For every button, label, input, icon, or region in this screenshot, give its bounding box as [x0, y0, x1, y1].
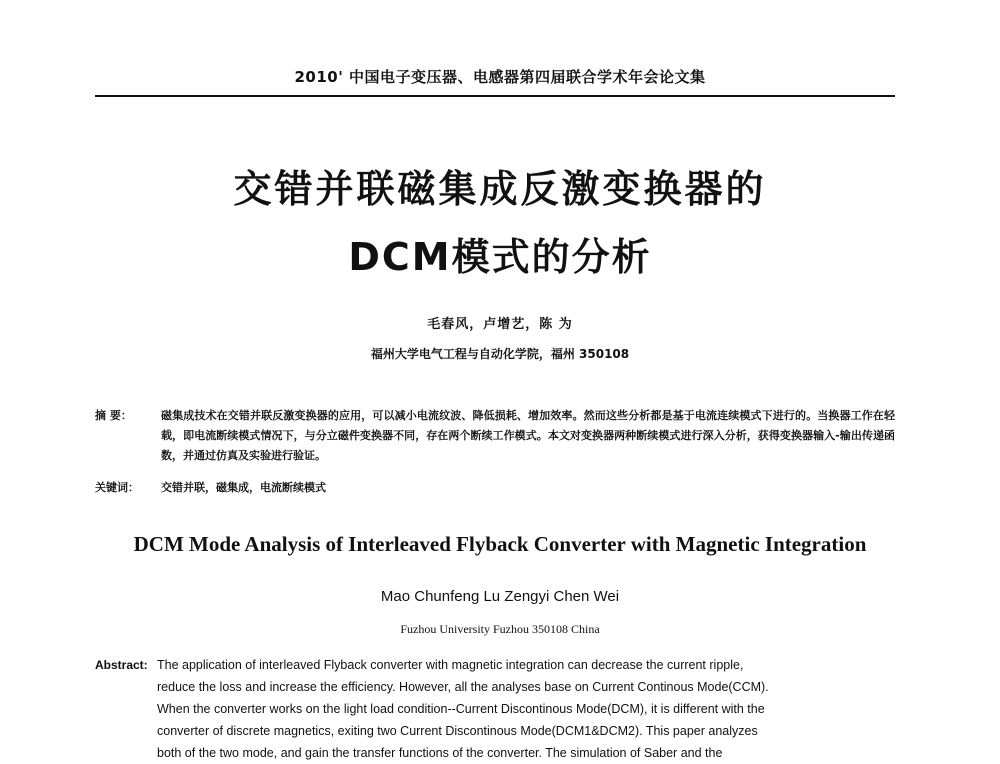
en-abstract — [95, 654, 895, 764]
running-header: 2010' 中国电子变压器、电感器第四届联合学术年会论文集 — [294, 68, 706, 86]
en-abstract-line: reduce the loss and increase the efficiency. However, all the analyses base on Current Continous Mode(CCM). — [157, 680, 769, 694]
en-authors: Mao Chunfeng Lu Zengyi Chen Wei — [380, 588, 620, 605]
cn-keywords — [95, 478, 895, 498]
cn-affiliation: 福州大学电气工程与自动化学院，福州 350108 — [370, 347, 630, 361]
en-abstract-line: converter of discrete magnetics, exiting two Current Discontinous Mode(DCM1&DCM2). This paper analyzes — [157, 724, 758, 738]
cn-title-line-2: DCM模式的分析 — [348, 235, 652, 279]
cn-abstract — [95, 406, 895, 466]
en-abstract-line: The application of interleaved Flyback converter with magnetic integration can decrease the current ripple, — [157, 658, 744, 672]
header-rule — [95, 95, 895, 97]
cn-authors: 毛春风，卢增艺，陈 为 — [427, 317, 573, 332]
en-affiliation: Fuzhou University Fuzhou 350108 China — [400, 622, 600, 636]
cn-title-line-1: 交错并联磁集成反激变换器的 — [233, 167, 767, 211]
en-abstract-text — [157, 654, 895, 764]
en-abstract-line: When the converter works on the light load condition--Current Discontinous Mode(DCM), it is different with the — [157, 702, 765, 716]
en-abstract-line: both of the two mode, and gain the transfer functions of the converter. The simulation of Saber and the — [157, 746, 723, 760]
cn-abstract-text: 磁集成技术在交错并联反激变换器的应用，可以减小电流纹波、降低损耗、增加效率。然而这些分析都是基于电流连续模式下进行的。当换器工作在轻载，即电流断续模式情况下，与分立磁件变换器不同，存在两个断续工作模式。本文对变换器两种断续模式进行深入分析，获得变换器输入-输出传递函数，并通过仿真及实验进行验证。 — [161, 409, 895, 462]
cn-keywords-label: 关键词： — [95, 481, 139, 494]
en-title: DCM Mode Analysis of Interleaved Flyback Converter with Magnetic Integration — [133, 532, 867, 556]
cn-abstract-label: 摘 要： — [95, 409, 132, 422]
cn-keywords-text: 交错并联，磁集成，电流断续模式 — [161, 481, 326, 494]
en-abstract-label: Abstract: — [95, 658, 148, 672]
